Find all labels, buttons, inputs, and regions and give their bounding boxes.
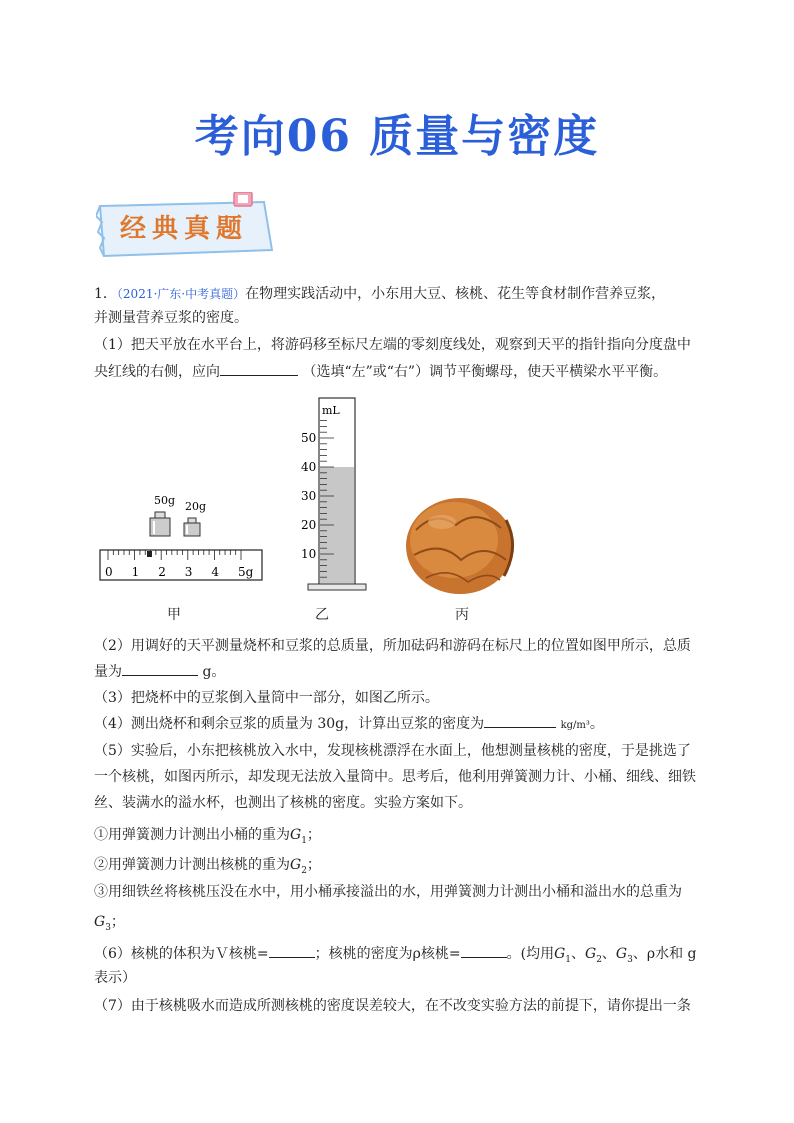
weight-50g-label: 50g — [154, 494, 176, 507]
q1-part3: （3）把烧杯中的豆浆倒入量筒中一部分，如图乙所示。 — [94, 690, 439, 706]
step-3-line2 — [94, 910, 714, 940]
var-g3b: G — [615, 946, 628, 962]
q1-part2-line1: （2）用调好的天平测量烧杯和豆浆的总质量，所加砝码和游码在标尺上的位置如图甲所示，总质 — [94, 638, 691, 654]
step-1-text: ①用弹簧测力计测出小桶的重为 — [94, 827, 290, 843]
page-title: 考向06 质量与密度 — [194, 111, 600, 162]
ruler-tick-label: 5g — [238, 565, 254, 579]
q1-part1-post: （选填“左”或“右”）调节平衡螺母，使天平横梁水平平衡。 — [302, 364, 668, 380]
sub-3: 3 — [105, 922, 111, 933]
ruler-tick-label: 0 — [105, 565, 113, 579]
q1-part2-pre: 量为 — [94, 664, 122, 680]
sub-2: 2 — [301, 865, 307, 876]
q1-part5-line2: 一个核桃，如图丙所示，却发现无法放入量筒中。思考后，他利用弹簧测力计、小桶、细线、细铁 — [94, 769, 696, 785]
ruler-tick-label: 4 — [211, 565, 220, 579]
cylinder-tick-label: 50 — [301, 431, 317, 445]
q1-source: （2021·广东·中考真题） — [116, 287, 246, 301]
experiment-figure — [96, 390, 536, 596]
step-3-line1: ③用细铁丝将核桃压没在水中，用小桶承接溢出的水，用弹簧测力计测出小桶和溢出水的总重为 — [94, 884, 682, 900]
q1-part6-pre: （6）核桃的体积为Ｖ核桃= — [94, 946, 269, 962]
answer-blank-5[interactable] — [461, 943, 507, 958]
var-g3: G — [94, 914, 106, 930]
walnut-image — [406, 498, 514, 594]
q1-part6-line2: 表示） — [94, 970, 136, 986]
graduated-cylinder — [308, 398, 366, 590]
figure-label-bing: 丙 — [455, 607, 469, 623]
q1-part2-line2 — [94, 660, 714, 684]
q1-part1-line2 — [94, 360, 714, 384]
var-g2b: G — [585, 946, 597, 962]
q1-part7: （7）由于核桃吸水而造成所测核桃的密度误差较大，在不改变实验方法的前提下，请你提出一条 — [94, 998, 691, 1014]
step-2 — [94, 853, 714, 883]
density-unit: kg/m³ — [560, 720, 590, 731]
cylinder-tick-label: 20 — [301, 518, 317, 532]
ruler-tick-label: 3 — [184, 565, 193, 579]
answer-blank-4[interactable] — [269, 943, 315, 958]
banner-label: 经典真题 — [120, 214, 249, 244]
cylinder-tick-label: 40 — [301, 460, 317, 474]
answer-blank-2[interactable] — [122, 661, 198, 676]
answer-blank-1[interactable] — [220, 361, 298, 376]
q1-part6-vars: 、ρ水和 g — [632, 946, 697, 962]
q1-part6-post: 。(均用 — [506, 946, 555, 962]
step-2-end: ； — [306, 857, 321, 873]
step-2-text: ②用弹簧测力计测出核桃的重为 — [94, 857, 290, 873]
weight-20g-icon — [184, 518, 200, 536]
ruler-tick-label: 2 — [158, 565, 166, 579]
q1-part1-line1: （1）把天平放在水平台上，将游码移至标尺左端的零刻度线处，观察到天平的指针指向分度盘中 — [94, 337, 691, 353]
sub-1: 1 — [301, 835, 307, 846]
comma-1: 、 — [571, 946, 585, 962]
var-g1: G — [290, 827, 302, 843]
var-g2: G — [290, 857, 302, 873]
comma-2: 、 — [601, 946, 616, 962]
step-1 — [94, 823, 714, 853]
weight-20g-label: 20g — [185, 500, 207, 513]
ruler-tick-label: 1 — [131, 565, 140, 579]
q1-part4 — [94, 712, 714, 738]
answer-blank-3[interactable] — [484, 713, 556, 728]
rider-marker — [147, 551, 152, 557]
figure-label-yi: 乙 — [315, 607, 329, 623]
q1-intro-text: 在物理实践活动中，小东用大豆、核桃、花生等食材制作营养豆浆， — [245, 286, 666, 302]
q1-number: 1． — [94, 286, 117, 302]
var-g1b: G — [554, 946, 566, 962]
step-3-end: ； — [110, 914, 125, 930]
q1-part1-pre: 央红线的右侧，应向 — [94, 364, 220, 380]
q1-part6-mid: ；核桃的密度为ρ核桃= — [314, 946, 461, 962]
sub-2b: 2 — [596, 954, 602, 965]
weight-50g-icon — [150, 512, 170, 536]
q1-part2-post: g。 — [202, 664, 226, 680]
cylinder-unit: mL — [322, 404, 340, 417]
sub-3b: 3 — [627, 954, 633, 965]
sub-1b: 1 — [565, 954, 571, 965]
q1-intro-line2: 并测量营养豆浆的密度。 — [94, 310, 248, 326]
figure-label-jia: 甲 — [167, 607, 181, 623]
step-1-end: ； — [306, 827, 321, 843]
q1-part5-line3: 丝、装满水的溢水杯，也测出了核桃的密度。实验方案如下。 — [94, 795, 472, 811]
cylinder-tick-label: 30 — [301, 489, 317, 503]
cylinder-tick-label: 10 — [301, 547, 317, 561]
q1-part4-pre: （4）测出烧杯和剩余豆浆的质量为 30g，计算出豆浆的密度为 — [94, 716, 485, 732]
q1-intro-line1 — [94, 282, 714, 306]
q1-part4-post: 。 — [589, 716, 604, 732]
q1-part5-line1: （5）实验后，小东把核桃放入水中，发现核桃漂浮在水面上，他想测量核桃的密度，于是挑选了 — [94, 743, 691, 759]
